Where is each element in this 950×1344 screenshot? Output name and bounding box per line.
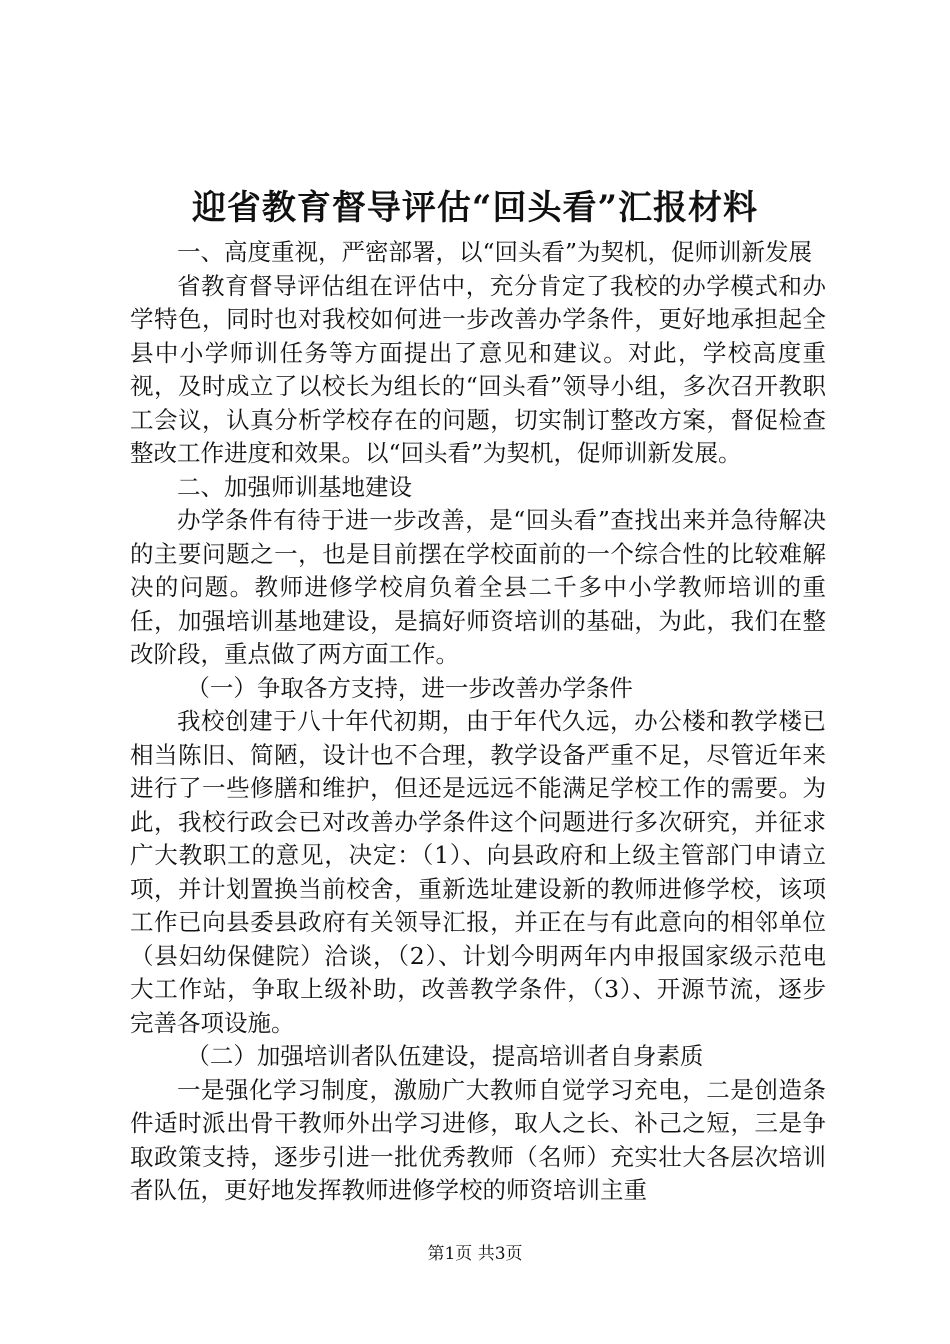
section-heading-2: 二、加强师训基地建设	[177, 472, 412, 501]
document-body	[130, 236, 826, 1208]
subsection-heading-1: （一）争取各方支持，进一步改善办学条件	[186, 673, 633, 702]
section-heading-1: 一、高度重视，严密部署，以“回头看”为契机，促师训新发展	[177, 238, 813, 266]
body-paragraph: 我校创建于八十年代初期，由于年代久远，办公楼和教学楼已相当陈旧、简陋，设计也不合理，教学设备严重不足，尽管近年来进行了一些修膳和维护，但还是远远不能满足学校工作的需要。为此，我校行政会已对改善办学条件这个问题进行多次研究，并征求广大教职工的意见，决定：（1）、向县政府和上级主管部门申请立项，并计划置换当前校舍，重新选址建设新的教师进修学校，该项工作已向县委县政府有关领导汇报，并正在与有此意向的相邻单位（县妇幼保健院）洽谈，（2）、计划今明两年内申报国家级示范电大工作站，争取上级补助，改善教学条件，（3）、开源节流，逐步完善各项设施。	[130, 707, 826, 1037]
document-title: 迎省教育督导评估“回头看”汇报材料	[191, 188, 759, 228]
page-footer: 第1页 共3页	[427, 1244, 523, 1264]
body-paragraph: 办学条件有待于进一步改善，是“回头看”查找出来并急待解决的主要问题之一，也是目前摆在学校面前的一个综合性的比较难解决的问题。教师进修学校肩负着全县二千多中小学教师培训的重任，加强培训基地建设，是搞好师资培训的基础，为此，我们在整改阶段，重点做了两方面工作。	[130, 506, 826, 668]
body-paragraph: 一是强化学习制度，激励广大教师自觉学习充电，二是创造条件适时派出骨干教师外出学习进修，取人之长、补己之短，三是争取政策支持，逐步引进一批优秀教师（名师）充实壮大各层次培训者队伍，更好地发挥教师进修学校的师资培训主重	[130, 1075, 826, 1204]
subsection-heading-2: （二）加强培训者队伍建设，提高培训者自身素质	[186, 1042, 704, 1070]
body-paragraph: 省教育督导评估组在评估中，充分肯定了我校的办学模式和办学特色，同时也对我校如何进一步改善办学条件，更好地承担起全县中小学师训任务等方面提出了意见和建议。对此，学校高度重视，及时成立了以校长为组长的“回头看”领导小组，多次召开教职工会议，认真分析学校存在的问题，切实制订整改方案，督促检查整改工作进度和效果。以“回头看”为契机，促师训新发展。	[130, 271, 826, 467]
